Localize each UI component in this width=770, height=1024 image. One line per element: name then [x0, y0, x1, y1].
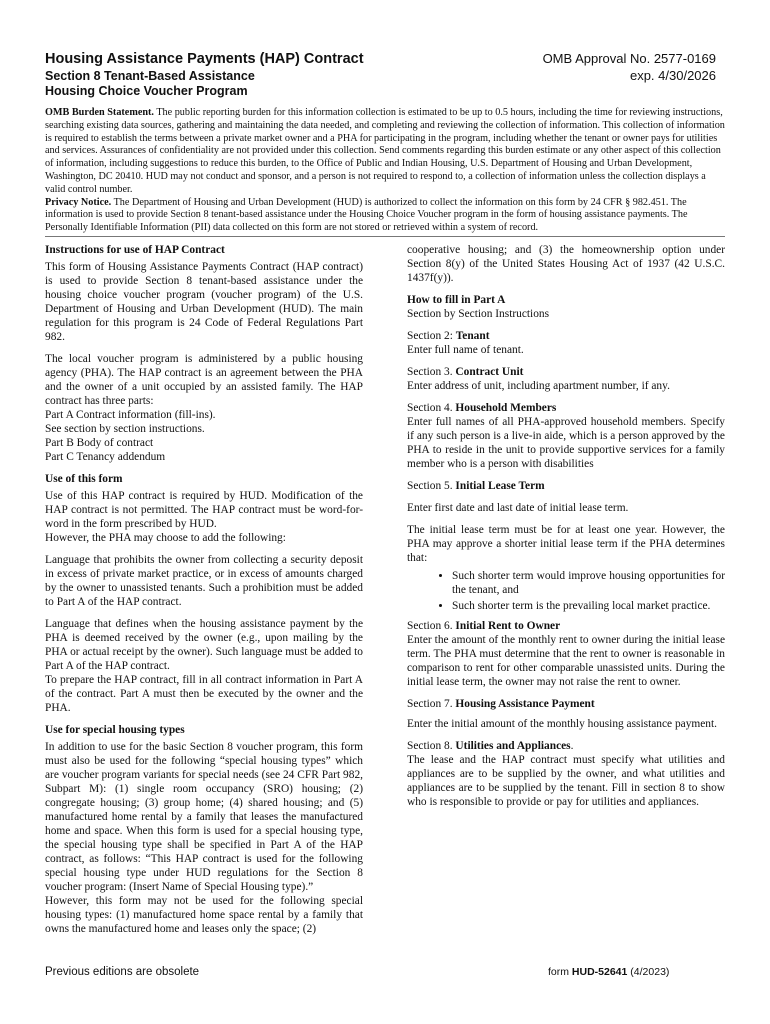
part-c-line: Part C Tenancy addendum: [45, 451, 166, 463]
section-2-block: [407, 329, 725, 357]
section-6-prefix: Section 6.: [407, 620, 453, 632]
section-6-block: [407, 619, 725, 689]
burden-label: OMB Burden Statement.: [45, 107, 154, 118]
voucher-program-paragraph: [45, 352, 363, 464]
section-7-prefix: Section 7.: [407, 698, 453, 710]
part-a-line: Part A Contract information (fill-ins).: [45, 409, 216, 421]
section-8-text: The lease and the HAP contract must specify what utilities and appliances are to be supplied by the owner, and what utilities and appliances are to be supplied by the tenant. Fill in section 8 to show who is responsible to provide or pay for utilities and appliances.: [407, 754, 725, 808]
burden-statement: [45, 107, 725, 235]
document-subtitle: Section 8 Tenant-Based Assistance: [45, 69, 255, 83]
section-3-prefix: Section 3.: [407, 366, 453, 378]
list-item: • Such shorter term is the prevailing local market practice.: [452, 599, 725, 613]
section-5-text-2: The initial lease term must be for at least one year. However, the PHA may approve a shorter initial lease term if the PHA determines that:: [407, 524, 725, 564]
list-item: • Such shorter term would improve housing opportunities for the tenant, and: [452, 569, 725, 597]
section-5-text-1: Enter first date and last date of initial lease term.: [407, 502, 629, 514]
use-of-form-heading: Use of this form: [45, 473, 123, 485]
section-6-text: Enter the amount of the monthly rent to owner during the initial lease term. The PHA must determine that the rent to owner is reasonable in comparison to rent for other comparable unassisted units. During the initial lease term, the owner may not raise the rent to owner.: [407, 634, 725, 688]
special-housing-paragraph: [45, 740, 363, 936]
footer-form-number: [548, 966, 669, 978]
section-5-bullets: [407, 569, 725, 613]
section-5-block: [407, 479, 725, 493]
section-4-title: Household Members: [455, 402, 557, 414]
payment-receipt-paragraph: [45, 617, 363, 715]
instructions-paragraph: This form of Housing Assistance Payments Contract (HAP contract) is used to provide Section 8 tenant-based assistance under the housing choice voucher program (voucher program) of the U.S. Department of Housing and Urban Development (HUD). The main regulation for this program is 24 Code of Federal Regulations Part 982.: [45, 261, 363, 343]
section-3-block: [407, 365, 725, 393]
instructions-heading: Instructions for use of HAP Contract: [45, 244, 225, 256]
pha-may-add-line: However, the PHA may choose to add the following:: [45, 532, 286, 544]
special-housing-text: In addition to use for the basic Section 8 voucher program, this form must also be used for the following “special housing types” which are voucher program variants for special needs (see 24 CFR Part 982, Subpart M): (1) single room occupancy (SRO) housing; (2) congregate housing; (3) group home; (4) shared housing; and (5) manufactured home rental by a family that leases the manufactured home and space. When this form is used for a special housing type, the special housing type shall be specified in Part A of the HAP contract, as follows: “This HAP contract is used for the following special housing type under HUD regulations for the Section 8 voucher program: (Insert Name of Special Housing type).”: [45, 741, 363, 893]
document-subtitle-program: Housing Choice Voucher Program: [45, 84, 248, 98]
how-to-fill-heading: How to fill in Part A: [407, 294, 506, 306]
use-of-form-paragraph: [45, 489, 363, 545]
section-2-text: Enter full name of tenant.: [407, 344, 524, 356]
section-8-prefix: Section 8.: [407, 740, 453, 752]
section-divider: [45, 236, 725, 237]
voucher-program-text: The local voucher program is administered by a public housing agency (PHA). The HAP contract is an agreement between the PHA and the owner of a unit occupied by an assisted family. The HAP contract has three parts:: [45, 353, 363, 407]
special-housing-exclusions: However, this form may not be used for the following special housing types: (1) manufactured home space rental by a family that owns the manufactured home and leases only the space; (2): [45, 895, 363, 935]
section-8-block: Section 8. Utilities and Appliances. The lease and the HAP contract must specify what utilities and appliances are to be supplied by the owner, and what utilities and appliances are to be supplied by the tenant. Fill in section 8 to show who is responsible to provide or pay for utilities and appliances.: [407, 740, 725, 808]
omb-expiration: exp. 4/30/2026: [629, 67, 716, 83]
section-7-title: Housing Assistance Payment: [455, 698, 595, 710]
prepare-contract-text: To prepare the HAP contract, fill in all contract information in Part A of the contract. Part A must then be executed by the owner and the PHA.: [45, 674, 363, 714]
section-7-block: [407, 697, 725, 731]
use-of-form-text: Use of this HAP contract is required by HUD. Modification of the HAP contract is not permitted. The HAP contract must be word-for-word in the form prescribed by HUD.: [45, 490, 363, 530]
payment-receipt-text: Language that defines when the housing assistance payment by the PHA is deemed received by the owner (e.g., upon mailing by the PHA or actual receipt by the owner). Such language must be added to Part A of the HAP contract.: [45, 618, 363, 672]
form-number: HUD-52641: [571, 966, 628, 978]
section-2-title: Tenant: [455, 330, 490, 342]
section-3-title: Contract Unit: [455, 366, 524, 378]
document-title: Housing Assistance Payments (HAP) Contract: [45, 51, 364, 67]
section-6-title: Initial Rent to Owner: [455, 620, 561, 632]
burden-text: The public reporting burden for this information collection is estimated to be up to 0.5 hours, including the time for reviewing instructions, searching existing data sources, gathering and maintaining the data needed, and completing and reviewing the collection of information. This collection of information is required to establish the terms between a private market owner and a PHA for participating in the program, including whether the tenant or owner pays for utilities and services. Assurances of confidentiality are not provided under this collection. Send comments regarding this burden estimate or any other aspect of this collection of information, including suggestions to reduce this burden, to the Office of Public and Indian Housing, U.S. Department of Housing and Urban Development, Washington, DC 20410. HUD may not conduct and sponsor, and a person is not required to respond to, a collection of information unless the collection displays a valid control number.: [45, 107, 725, 195]
section-4-text: Enter full names of all PHA-approved household members. Specify if any such person is a live-in aide, which is a person approved by the PHA to reside in the unit to provide supportive services for a family member who is a person with disabilities: [407, 416, 725, 470]
left-column: [45, 243, 363, 944]
footer-obsolete-note: Previous editions are obsolete: [45, 966, 200, 978]
omb-approval-number: OMB Approval No. 2577-0169: [542, 51, 716, 66]
special-housing-heading: Use for special housing types: [45, 724, 185, 736]
section-2-prefix: Section 2:: [407, 330, 453, 342]
privacy-label: Privacy Notice.: [45, 196, 112, 208]
privacy-text: The Department of Housing and Urban Development (HUD) is authorized to collect the information on this form by 24 CFR § 982.451. The information is used to provide Section 8 tenant-based assistance under the Housing Choice Voucher program in the form of housing assistance payments. The Personally Identifiable Information (PII) data collected on this form are not stored or retrieved within a system of record.: [45, 196, 688, 234]
form-prefix: form: [548, 966, 569, 978]
section-5-prefix: Section 5.: [407, 480, 453, 492]
section-3-text: Enter address of unit, including apartment number, if any.: [407, 380, 670, 392]
form-date: (4/2023): [630, 966, 670, 978]
how-to-fill-block: [407, 293, 725, 321]
omb-approval-block: [543, 51, 716, 84]
continued-paragraph: cooperative housing; and (3) the homeownership option under Section 8(y) of the United States Housing Act of 1937 (42 U.S.C. 1437f(y)).: [407, 244, 725, 284]
section-5-title: Initial Lease Term: [455, 480, 545, 492]
how-to-fill-text: Section by Section Instructions: [407, 308, 550, 320]
part-a-note: See section by section instructions.: [45, 423, 205, 435]
section-8-title: Utilities and Appliances: [455, 740, 571, 752]
part-b-line: Part B Body of contract: [45, 437, 154, 449]
section-4-block: [407, 401, 725, 471]
section-7-text: Enter the initial amount of the monthly housing assistance payment.: [407, 718, 718, 730]
right-column: [407, 243, 725, 817]
section-4-prefix: Section 4.: [407, 402, 453, 414]
security-deposit-paragraph: Language that prohibits the owner from collecting a security deposit in excess of private market practice, or in excess of amounts charged by the owner to unassisted tenants. Such a prohibition must be added to Part A of the HAP contract.: [45, 554, 363, 608]
